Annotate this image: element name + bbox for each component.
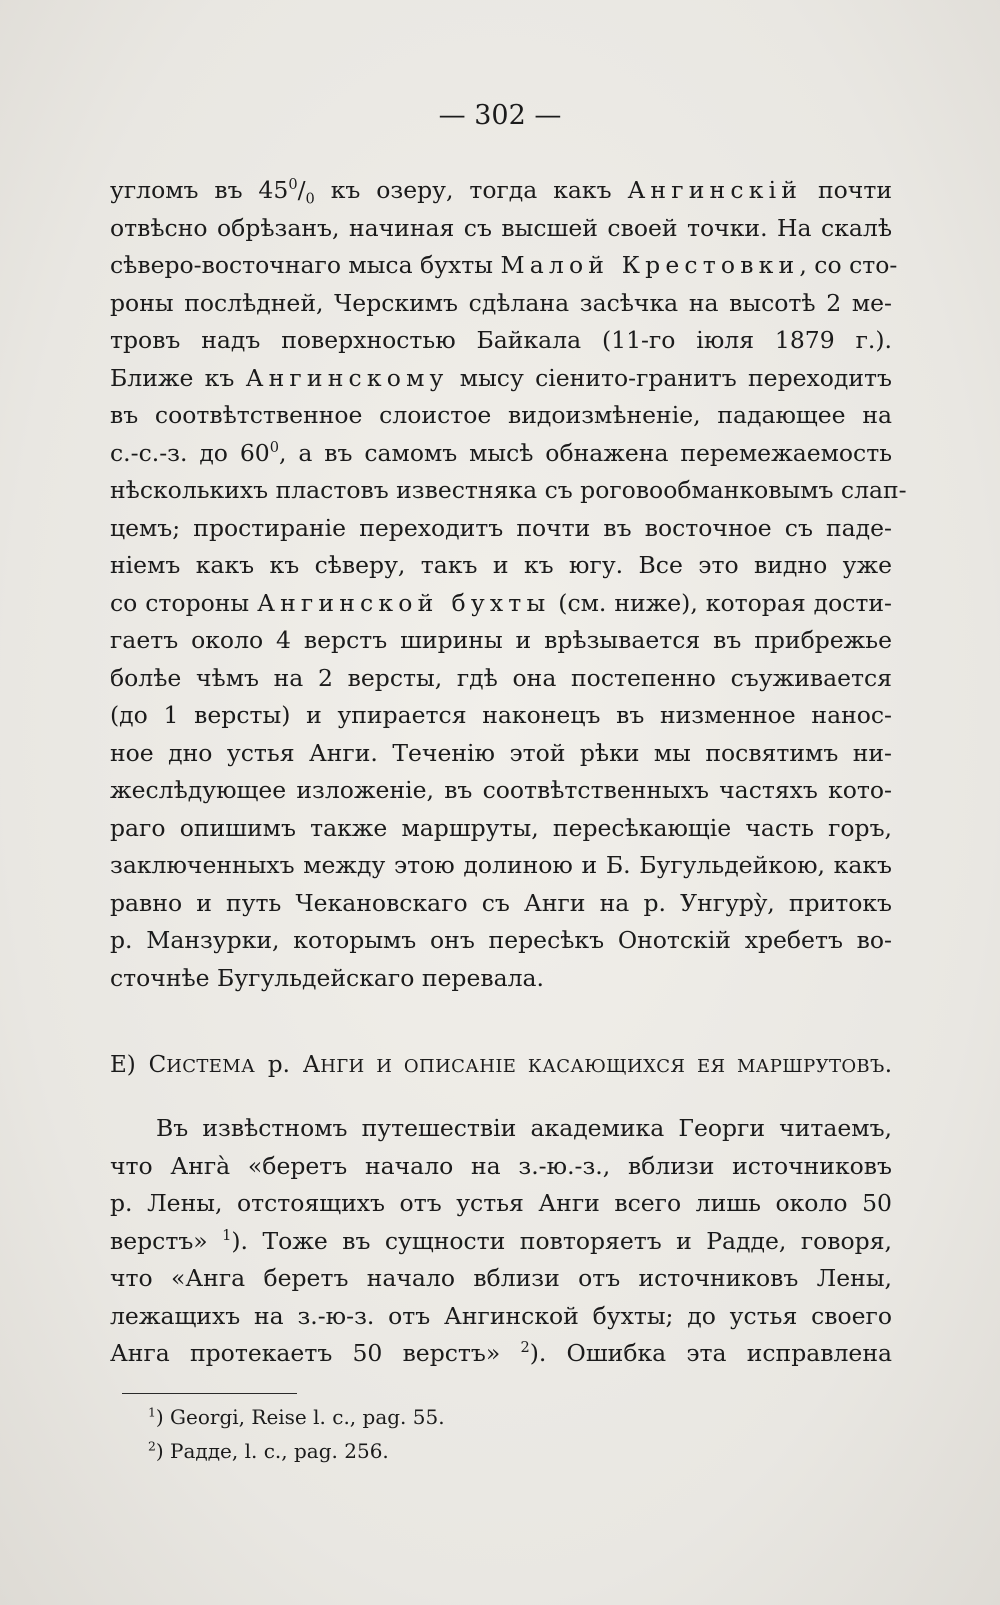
text-line: Анга протекаетъ 50 верстъ» $^2$). Ошибка эта исправлена [110,1339,893,1367]
text-line: роны послѣдней, Черскимъ сдѣлана засѣчка на высотѣ 2 ме- [110,288,892,317]
text-line: лежащихъ на з.-ю-з. отъ Ангинской бухты; до устья своего [110,1301,892,1330]
text-line: сѣверо-восточнаго мыса бухты Малой Крестовки, со сто- [110,251,898,279]
spaced-place-name: Ангинскій [627,176,803,204]
text-line: раго опишимъ также маршруты, пересѣкающіе часть горъ, [110,813,892,842]
text-line: верстъ» $^1$). Тоже въ сущности повторяетъ и Радде, говоря, [110,1226,892,1255]
section-heading: Е) СИСТЕМА р. АНГИ И ОПИСАНІЕ КАСАЮЩИХСЯ ЕЯ МАРШРУТОВЪ. [110,1052,892,1078]
text-line: (до 1 версты) и упирается наконецъ въ низменное нанос- [110,701,892,729]
footnotes [148,1400,748,1468]
text-line: нѣсколькихъ пластовъ известняка съ роговообманковымъ слап- [110,476,907,504]
footnote-1: $^1$) Georgi, Reise l. c., pag. 55. [148,1404,445,1429]
text-line: что «Анга беретъ начало вблизи отъ источниковъ Лены, [110,1264,892,1292]
spaced-place-name: Ангинскому [245,363,449,392]
text-line: что Ангà «беретъ начало на з.-ю.-з., вблизи источниковъ [110,1151,892,1180]
footnote-ref: 2 [520,1339,530,1357]
text-line: заключенныхъ между этою долиною и Б. Бугульдейкою, какъ [110,851,892,879]
spaced-place-name: Ангинской бухты [257,588,551,617]
text-line: гаетъ около 4 верстъ ширины и врѣзывается въ прибрежье [110,626,892,654]
text-line: въ соотвѣтственное слоистое видоизмѣненіе, падающее на [110,401,892,429]
text-line: жеслѣдующее изложеніе, въ соотвѣтственныхъ частяхъ кото- [110,776,892,804]
footnote-rule [122,1393,297,1394]
text-line: с.-с.-з. до $60^0$, а въ самомъ мысѣ обнажена перемежаемость [110,438,892,467]
footnote-2: $^2$) Радде, l. c., pag. 256. [148,1438,389,1463]
paragraph-2 [110,1110,892,1373]
text-line: сточнѣе Бугульдейскаго перевала. [110,963,545,992]
spaced-place-name: Малой Крестовки [500,251,800,279]
page-number: — 302 — [438,100,562,131]
text-line: отвѣсно обрѣзанъ, начиная съ высшей своей точки. На скалѣ [110,213,892,242]
paragraph-1 [110,172,907,997]
text-line: р. Лены, отстоящихъ отъ устья Анги всего лишь около 50 [110,1189,892,1217]
text-line: Ближе къ Ангинскому мысу сіенито-гранитъ переходитъ [110,363,893,392]
text-line: угломъ въ $45^0/_0$ къ озеру, тогда какъ Ангинскій почти [110,176,893,208]
text-line: со стороны Ангинской бухты (см. ниже), которая дости- [110,588,892,617]
footnote-ref: 1 [222,1226,232,1244]
text-line: тровъ надъ поверхностью Байкала (11-го іюля 1879 г.). [110,326,892,354]
text-line: Въ извѣстномъ путешествіи академика Георги читаемъ, [156,1114,892,1142]
text-line: равно и путь Чекановскаго съ Анги на р. Унгурỳ, притокъ [110,888,892,917]
text-line: цемъ; простираніе переходитъ почти въ восточное съ паде- [110,513,892,542]
text-line: р. Манзурки, которымъ онъ пересѣкъ Онотскій хребетъ во- [110,926,892,954]
text-line: ніемъ какъ къ сѣверу, такъ и къ югу. Все это видно уже [110,551,892,579]
text-line: болѣе чѣмъ на 2 версты, гдѣ она постепенно съуживается [110,663,892,692]
text-line: ное дно устья Анги. Теченію этой рѣки мы посвятимъ ни- [110,738,892,767]
